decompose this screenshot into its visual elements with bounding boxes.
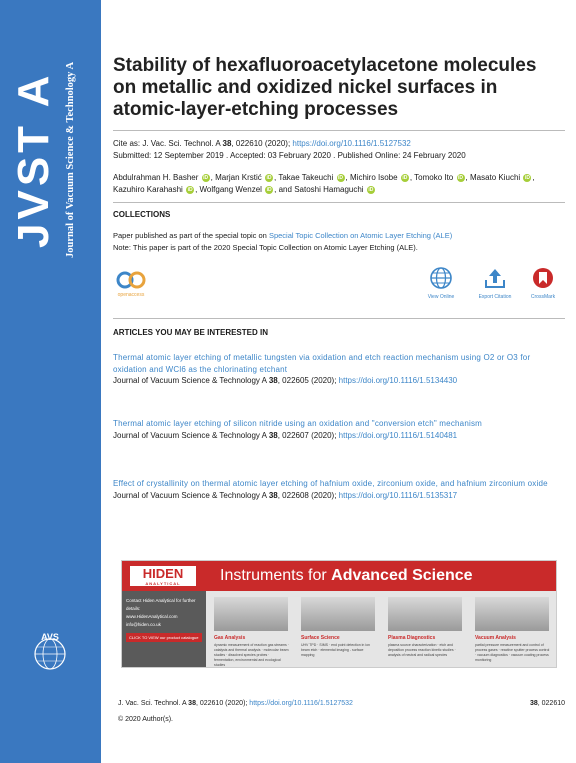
author-name[interactable]: Takae Takeuchi [278, 173, 334, 182]
author-name[interactable]: Masato Kiuchi [469, 173, 521, 182]
instrument-image [214, 597, 288, 631]
ad-panel-gas [208, 591, 294, 668]
footer-right-volume: 38 [529, 700, 538, 707]
ad-contact-panel [122, 591, 206, 668]
ad-panel-title: Surface Science [301, 635, 340, 641]
journal-logo[interactable] [10, 40, 90, 280]
ad-panel-title: Gas Analysis [214, 635, 246, 641]
collections-prefix: Paper published as part of the special topic on [113, 231, 269, 240]
cite-prefix: Cite as: J. Vac. Sci. Technol. A [113, 139, 223, 148]
author-name[interactable]: Abdulrahman H. Basher [113, 173, 199, 182]
copyright-notice: © 2020 Author(s). [118, 716, 173, 723]
orcid-icon[interactable]: iD [187, 186, 193, 193]
view-online-button[interactable] [419, 266, 463, 300]
ad-catalogue-button[interactable]: CLICK TO VIEW our product catalogue [126, 633, 202, 642]
related-volume: 38 [268, 490, 278, 500]
orcid-icon[interactable]: iD [402, 174, 408, 181]
doi-link[interactable]: https://doi.org/10.1116/1.5127532 [292, 139, 411, 148]
authors-and: and [278, 185, 292, 194]
orcid-icon[interactable]: iD [266, 186, 272, 193]
related-journal: Journal of Vacuum Science & Technology A [113, 490, 269, 500]
crossmark-button[interactable] [521, 266, 565, 300]
related-article-title[interactable]: Effect of crystallinity on thermal atomic layer etching of hafnium oxide, zirconium oxide, and hafnium zirconium oxide [113, 479, 548, 488]
hiden-logo [130, 566, 196, 586]
related-journal: Journal of Vacuum Science & Technology A [113, 430, 269, 440]
journal-abbrev: JVST A [9, 71, 58, 249]
ad-panel-body: UHV TPD · SIMS · end point detection in ion beam etch · elemental imaging - surface mapping [301, 643, 370, 657]
footer-volume: 38 [188, 700, 196, 707]
orcid-icon[interactable]: iD [458, 174, 463, 181]
hiden-advertisement[interactable] [121, 560, 557, 668]
author-name[interactable]: Wolfgang Wenzel [199, 185, 262, 194]
collections-body [113, 230, 565, 254]
related-journal: Journal of Vacuum Science & Technology A [113, 376, 269, 385]
ad-panel-vacuum [469, 591, 555, 668]
footer-citation [118, 700, 566, 707]
author-name[interactable]: Michiro Isobe [350, 173, 398, 182]
view-online-label: View Online [427, 294, 455, 300]
divider [113, 318, 565, 319]
related-cite-rest: , 022608 (2020); [277, 490, 339, 500]
journal-full-name: Journal of Vacuum Science & Technology A [65, 61, 76, 259]
related-doi-link[interactable]: https://doi.org/10.1116/1.5135317 [338, 490, 458, 500]
orcid-icon[interactable]: iD [203, 174, 209, 181]
footer-right-number: , 022610 [537, 700, 565, 707]
instrument-image [388, 597, 462, 631]
journal-sidebar [0, 0, 101, 763]
globe-icon [429, 266, 453, 290]
related-doi-link[interactable]: https://doi.org/10.1116/1.5134430 [338, 376, 458, 385]
related-article [113, 418, 565, 441]
ad-contact: Contact Hiden Analytical for further details: [126, 598, 196, 611]
related-articles-heading: ARTICLES YOU MAY BE INTERESTED IN [113, 328, 268, 337]
collections-heading: COLLECTIONS [113, 210, 171, 219]
ad-panel-surface [295, 591, 381, 668]
collection-link[interactable]: Special Topic Collection on Atomic Layer Etching (ALE) [268, 231, 453, 240]
ad-brand-sub: ANALYTICAL [145, 581, 181, 586]
author-name[interactable]: Kazuhiro Karahashi [113, 185, 183, 194]
related-cite-rest: , 022607 (2020); [277, 430, 339, 440]
cite-suffix: , 022610 (2020); [231, 139, 293, 148]
author-name[interactable]: Marjan Krstić [215, 173, 262, 182]
open-access-label: openaccess [117, 292, 145, 298]
related-volume: 38 [268, 430, 278, 440]
ad-panel-body: dynamic measurement of reaction gas streams · catalysis and thermal analysis · molecular beam studies · dissolved species probes · fermentation, environmental and ecological studies [214, 643, 289, 667]
ad-brand: HIDEN [142, 566, 184, 581]
related-cite-rest: , 022605 (2020); [277, 376, 339, 385]
related-article [113, 478, 565, 501]
author-list: Abdulrahman H. Basher iD , Marjan Krstić iD , Takae Takeuchi iD , Michiro Isobe iD , Tomoko Ito iD , Masato Kiuchi iD , Kazuhiro Karahashi iD , Wolfgang Wenzel iD , and Satoshi Hamaguchi iD [113, 173, 535, 194]
related-volume: 38 [268, 376, 278, 385]
export-citation-label: Export Citation [478, 294, 512, 300]
ad-panel-body: plasma source characterization · etch and deposition process reaction kinetic studies · analysis of neutral and radical species [388, 643, 456, 657]
author-name[interactable]: Satoshi Hamaguchi [294, 185, 364, 194]
crossmark-icon [531, 266, 555, 290]
ad-tagline [220, 566, 473, 586]
footer-doi-link[interactable]: https://doi.org/10.1116/1.5127532 [249, 700, 353, 707]
orcid-icon[interactable]: iD [368, 186, 374, 193]
footer-cite-prefix: J. Vac. Sci. Technol. A [118, 700, 189, 707]
avs-logo-text: AVS [41, 632, 59, 642]
paper-title: Stability of hexafluoroacetylacetone molecules on metallic and oxidized nickel surfaces in atomic-layer-etching processes [113, 55, 537, 120]
ad-panel-title: Vacuum Analysis [475, 635, 516, 641]
submission-dates: Submitted: 12 September 2019 . Accepted: 03 February 2020 . Published Online: 24 February 2020 [113, 151, 466, 160]
footer-page-id [530, 700, 565, 707]
export-citation-button[interactable] [473, 266, 517, 300]
ad-tagline-a: Instruments for [220, 567, 332, 584]
footer-cite-suffix: , 022610 (2020); [195, 700, 250, 707]
ad-header [122, 561, 557, 591]
orcid-icon[interactable]: iD [266, 174, 272, 181]
instrument-image [301, 597, 375, 631]
divider [113, 130, 565, 131]
citation-block [113, 138, 565, 162]
orcid-icon[interactable]: iD [338, 174, 344, 181]
ad-panel-title: Plasma Diagnostics [388, 635, 436, 641]
orcid-icon[interactable]: iD [524, 174, 530, 181]
ad-panel-body: partial pressure measurement and control of process gases · reactive sputter process control · vacuum diagnostics · vacuum coating process monitoring [475, 643, 550, 662]
ad-web[interactable]: www.HidenAnalytical.com [126, 614, 178, 619]
export-icon [483, 266, 507, 290]
related-article-title[interactable]: Thermal atomic layer etching of metallic tungsten via oxidation and etch reaction mechanism using O2 or O3 for oxidation and WCl6 as the chlorinating etchant [113, 353, 531, 374]
ad-tagline-b: Advanced Science [331, 567, 473, 584]
cite-volume: 38 [222, 139, 232, 148]
collections-note: Note: This paper is part of the 2020 Special Topic Collection on Atomic Layer Etching (ALE). [113, 243, 418, 252]
related-article [113, 352, 565, 387]
crossmark-label: CrossMark [530, 294, 556, 300]
instrument-image [475, 597, 549, 631]
divider [113, 202, 565, 203]
ad-panel-plasma [382, 591, 468, 668]
related-article-title[interactable]: Thermal atomic layer etching of silicon nitride using an oxidation and "conversion etch" mechanism [113, 419, 483, 428]
author-name[interactable]: Tomoko Ito [414, 173, 454, 182]
related-doi-link[interactable]: https://doi.org/10.1116/1.5140481 [338, 430, 458, 440]
ad-email[interactable]: info@hiden.co.uk [126, 622, 161, 627]
